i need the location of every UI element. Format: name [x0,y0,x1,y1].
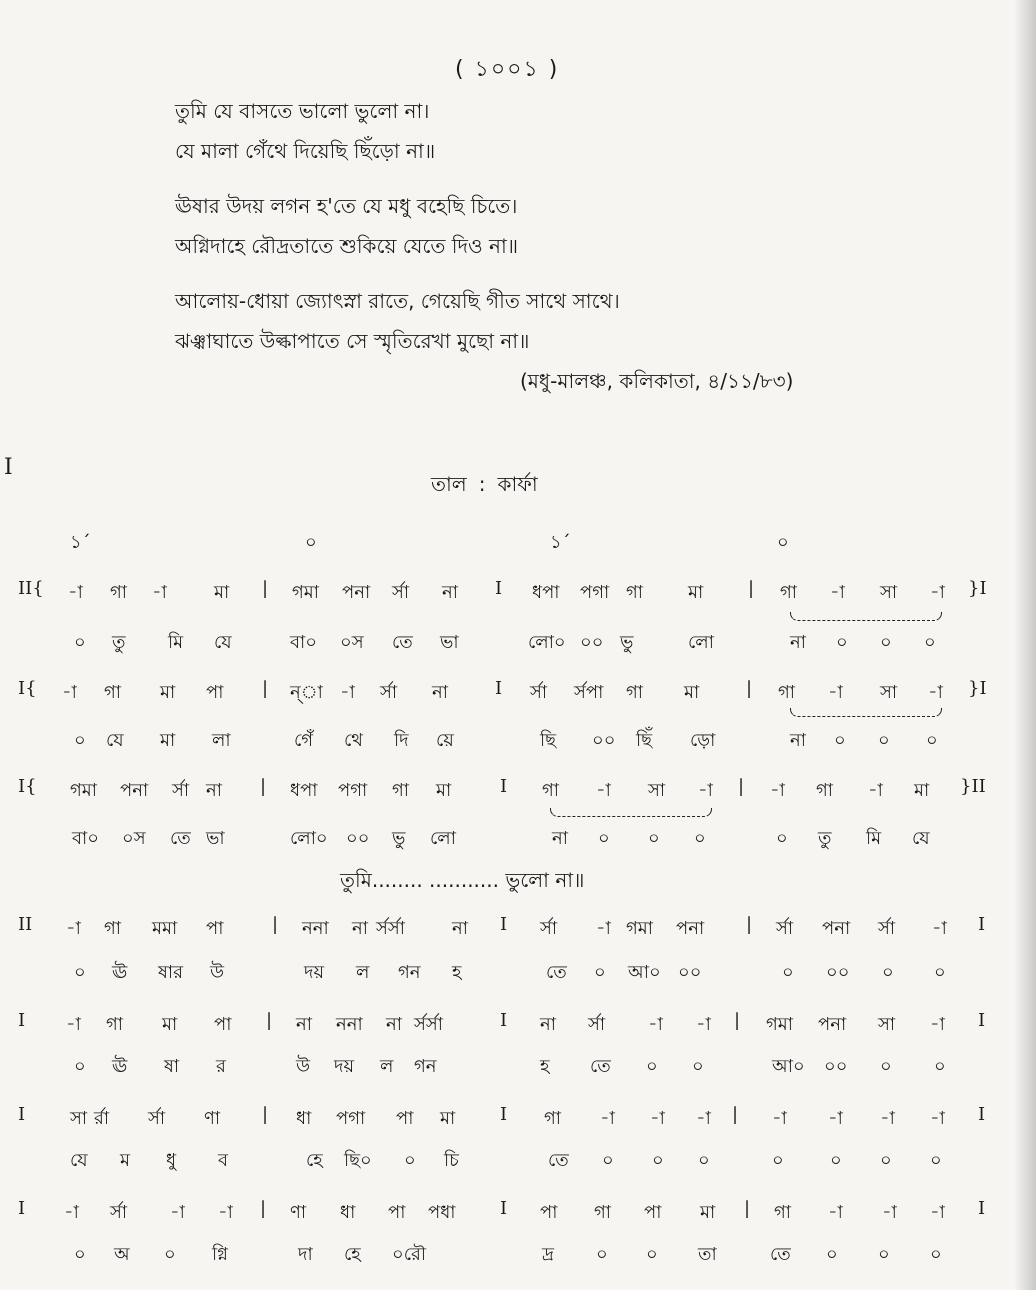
notation-cell: গেঁ [294,730,314,751]
notation-cell: আ০ [772,1056,805,1077]
notation-cell: ভু [620,632,634,653]
poem-line: যে মালা গেঁথে দিয়েছি ছিঁড়ো না॥ [175,139,436,163]
notation-cell: মা [440,1108,456,1129]
notation-cell: উ [210,962,225,983]
page-number: ( ১০০১ ) [455,57,560,82]
notation-cell: ০ [880,632,892,653]
notation-cell: ০ [880,1150,892,1171]
notation-cell: না [442,582,458,603]
notation-cell: ০ [834,730,846,751]
notation-cell: -া [218,1202,233,1223]
notation-cell: সা [70,1108,88,1129]
notation-cell: গা [110,582,128,603]
notation-cell: র্সা [380,682,398,703]
notation-cell: দয় [304,962,325,983]
notation-cell: তু [818,828,832,849]
notation-cell: মা [160,730,176,751]
notation-cell: না [352,918,368,939]
poem-line: ঝঞ্ঝাঘাতে উল্কাপাতে সে স্মৃতিরেখা মুছো না॥ [175,329,530,353]
notation-cell: ণা [204,1108,221,1129]
notation-cell: ০ [602,1150,614,1171]
notation-cell: র্সা [588,1014,606,1035]
notation-cell: -া [880,1108,895,1129]
beat-mark: ১´ [70,532,91,553]
bar-mark: I{ [18,776,37,797]
notation-cell: লো [430,828,456,849]
notation-cell: র্সা [530,682,548,703]
bar-mark: | [266,1010,273,1031]
notation-cell: ০০ [580,632,604,653]
notation-cell: তে [546,962,567,983]
notation-cell: ০ [598,828,610,849]
notation-cell: ষার [158,962,184,983]
notation-cell: -া [828,1202,843,1223]
notation-cell: -া [64,1202,79,1223]
poem-line: অগ্নিদাহে রৌদ্রতাতে শুকিয়ে যেতে দিও না॥ [175,234,519,258]
notation-cell: র্সা [776,918,794,939]
notation-cell: হ [452,962,462,983]
notation-cell: না [296,1014,312,1035]
notation-cell: মা [688,582,704,603]
bar-mark: II{ [18,578,44,599]
notation-cell: পা [388,1202,406,1223]
notation-cell: হ [540,1056,550,1077]
bar-mark: | [262,1104,269,1125]
taal-name: কার্ফা [497,472,538,496]
slur-mark [790,708,942,717]
notation-cell: ল [380,1056,394,1077]
notation-cell: -া [650,1108,665,1129]
notation-cell: -া [930,582,945,603]
notation-cell: দা [298,1244,313,1265]
notation-cell: মা [684,682,700,703]
notation-cell: গা [780,582,798,603]
notation-cell: মা [160,682,176,703]
bar-mark: | [746,914,753,935]
notation-cell: ০ [74,632,86,653]
notation-cell: ল [356,962,370,983]
bar-mark: I [978,1010,986,1031]
notation-cell: -া [770,780,785,801]
notation-cell: পধা [428,1202,456,1223]
notation-cell: সা [880,682,898,703]
bar-mark: }I [968,678,987,699]
notation-cell: য়ে [436,730,454,751]
notation-cell: না [386,1014,402,1035]
notation-cell: র্রা [94,1108,110,1129]
notation-cell: হে [306,1150,323,1171]
notation-cell: ০ [74,730,86,751]
notation-cell: পগা [338,780,368,801]
bar-mark: I [978,1104,986,1125]
bar-mark: I [18,1104,26,1125]
slur-mark [790,612,942,621]
notation-cell: -া [928,682,943,703]
notation-cell: র [216,1056,226,1077]
notation-cell: আ০ [628,962,661,983]
notation-cell: ০ [646,1056,658,1077]
notation-cell: ০ [74,1056,86,1077]
notation-cell: র্সা [392,582,410,603]
notation-cell: না [452,918,468,939]
notation-cell: র্সা [540,918,558,939]
bar-mark: I [500,776,508,797]
notation-cell: ০ [934,962,946,983]
notation-cell: মা [162,1014,178,1035]
bar-mark: }II [960,776,986,797]
notation-cell: মা [700,1202,716,1223]
bar-mark: I [500,1010,508,1031]
notation-cell: ০ [826,1244,838,1265]
notation-cell: না [552,828,568,849]
notation-cell: -া [828,1108,843,1129]
notation-cell: ০০ [592,730,616,751]
notation-cell: র্সপা [574,682,604,703]
bar-mark: | [260,1198,267,1219]
notation-cell: ব [218,1150,229,1171]
notation-cell: ০ [882,962,894,983]
notation-cell: ০ [596,1244,608,1265]
notation-cell: ০ [698,1150,710,1171]
notation-cell: র্সা [148,1108,166,1129]
notation-cell: গা [392,780,410,801]
bar-mark: I [500,1104,508,1125]
notation-cell: ০ [934,1056,946,1077]
notation-cell: না [206,780,222,801]
bar-mark: | [260,776,267,797]
notation-cell: গা [774,1202,792,1223]
notation-cell: তে [770,1244,791,1265]
notation-cell: ধা [296,1108,312,1129]
bar-mark: I [500,914,508,935]
notation-cell: ধু [166,1150,177,1171]
beat-mark: ০ [305,532,317,553]
beat-mark: ০ [777,532,789,553]
notation-cell: ০ [74,962,86,983]
notation-cell: -া [868,780,883,801]
notation-cell: -া [696,1014,711,1035]
notation-cell: ০ [776,828,788,849]
bar-mark: | [734,1010,741,1031]
taal-label: তাল [431,472,467,496]
notation-cell: মা [436,780,452,801]
notation-cell: র্সা [110,1202,128,1223]
notation-cell: উ [296,1056,311,1077]
notation-cell: ০ [924,632,936,653]
notation-cell: গা [594,1202,612,1223]
refrain-line: তুমি........ ........... ভুলো না॥ [340,868,585,892]
notation-cell: গা [816,780,834,801]
notation-cell: থে [344,730,363,751]
notation-cell: ধা [340,1202,356,1223]
notation-cell: সা [878,1014,896,1035]
bar-mark: I [978,914,986,935]
notation-cell: যে [912,828,930,849]
notation-cell: -া [828,682,843,703]
notation-cell: ভা [440,632,459,653]
notation-cell: গমা [70,780,98,801]
notation-cell: ০রৌ [392,1244,427,1265]
bar-mark: I [495,678,503,699]
notation-cell: ঊ [112,1056,128,1077]
notation-cell: ০ [652,1150,664,1171]
slur-mark [550,808,712,817]
notation-cell: গমা [292,582,320,603]
notation-cell: যে [70,1150,88,1171]
bar-mark: I [18,1010,26,1031]
notation-cell: -া [66,918,81,939]
notation-cell: ০০ [346,828,370,849]
notation-cell: গা [544,1108,562,1129]
bar-mark: I [978,1198,986,1219]
bar-mark: | [262,578,269,599]
notation-cell: সা [648,780,666,801]
notation-cell: পা [644,1202,662,1223]
notation-cell: ০ [648,828,660,849]
bar-mark: | [738,776,745,797]
notation-cell: ভা [206,828,225,849]
notation-cell: ধপা [290,780,318,801]
notation-cell: গা [626,682,644,703]
notation-cell: -া [66,1014,81,1035]
notation-cell: -া [930,1014,945,1035]
notation-cell: -া [696,1108,711,1129]
notation-cell: ০ [164,1244,176,1265]
notation-cell: না [790,632,806,653]
notation-cell: লো [688,632,714,653]
binding-shadow [1014,0,1036,1290]
notation-cell: গন [398,962,421,983]
notation-cell: তে [590,1056,611,1077]
bar-mark: I [495,578,503,599]
notation-cell: গা [106,1014,124,1035]
notation-cell: বা০ [290,632,317,653]
notation-cell: ন্া [290,682,323,703]
notation-cell: পা [206,918,224,939]
notation-cell: পা [214,1014,232,1035]
notation-cell: -া [152,582,167,603]
notation-cell: ০ [74,1244,86,1265]
notation-cell: ঊ [112,962,128,983]
notation-cell: লো০ [528,632,566,653]
notation-cell: -া [596,780,611,801]
notation-cell: ০ [404,1150,416,1171]
bar-mark: I [500,1198,508,1219]
notation-cell: ০০ [824,1056,848,1077]
notation-cell: পনা [120,780,149,801]
bar-mark: I [18,1198,26,1219]
notation-cell: -া [698,780,713,801]
notation-cell: মা [914,780,930,801]
notation-cell: ০ [878,730,890,751]
notation-cell: -া [68,582,83,603]
notation-cell: -া [340,682,355,703]
notation-cell: ম [120,1150,130,1171]
notation-cell: গমা [626,918,654,939]
notation-cell: -া [932,918,947,939]
bar-mark: | [272,914,279,935]
notation-cell: বা০ [72,828,99,849]
notation-cell: ০ [694,828,706,849]
composition-note: (মধু-মালঞ্চ, কলিকাতা, ৪/১১/৮৩) [520,369,794,393]
notation-cell: ০ [878,1244,890,1265]
notation-cell: ০ [646,1244,658,1265]
notation-cell: গা [542,780,560,801]
poem-line: তুমি যে বাসতে ভালো ভুলো না। [175,99,430,123]
notation-cell: গা [778,682,796,703]
notation-cell: -া [930,1108,945,1129]
notation-cell: তে [170,828,191,849]
notation-cell: ধপা [532,582,560,603]
notation-cell: ছিঁ [636,730,653,751]
bar-mark: I{ [18,678,37,699]
notation-cell: না [790,730,806,751]
notation-cell: পা [540,1202,558,1223]
notation-cell: -া [648,1014,663,1035]
notation-cell: লো০ [290,828,328,849]
bar-mark: | [746,678,753,699]
notation-cell: মি [866,828,882,849]
notation-cell: লা [212,730,231,751]
notation-cell: পা [206,682,224,703]
notation-cell: ০ [836,632,848,653]
notation-cell: না [540,1014,556,1035]
notation-cell: তে [548,1150,569,1171]
bar-mark: | [262,678,269,699]
notation-cell: ছি০ [344,1150,372,1171]
notation-cell: ০০ [678,962,702,983]
notation-cell: মা [214,582,230,603]
margin-mark: I [4,455,13,480]
bar-mark: | [748,578,755,599]
notation-cell: ০ [594,962,606,983]
notation-cell: তে [392,632,413,653]
bar-mark: | [732,1104,739,1125]
bar-mark: II [18,914,33,935]
beat-mark: ১´ [550,532,571,553]
bar-mark: | [744,1198,751,1219]
notation-cell: যে [214,632,232,653]
notation-cell: ০ [692,1056,704,1077]
notation-cell: ০স [340,632,364,653]
notation-cell: গন [414,1056,437,1077]
notation-cell: ০ [772,1150,784,1171]
bar-mark: }I [968,578,987,599]
notation-cell: হে [344,1244,361,1265]
notation-cell: পগা [580,582,610,603]
notation-cell: ড়ো [690,730,716,751]
notation-cell: পগা [336,1108,366,1129]
notation-cell: পা [396,1108,414,1129]
notation-cell: পনা [342,582,371,603]
notation-cell: ভু [392,828,406,849]
notation-cell: ষা [164,1056,180,1077]
poem-line: ঊষার উদয় লগন হ'তে যে মধু বহেছি চিতে। [175,194,518,218]
notation-cell: চি [444,1150,459,1171]
notation-cell: ০ [930,1244,942,1265]
notation-cell: যে [106,730,124,751]
notation-cell: র্সা [878,918,896,939]
notation-cell: ০০ [826,962,850,983]
notation-cell: গা [104,682,122,703]
notation-cell: তু [112,632,126,653]
notation-cell: পনা [676,918,705,939]
notation-cell: -া [772,1108,787,1129]
notation-cell: সা [880,582,898,603]
notation-cell: মমা [152,918,178,939]
taal-heading [425,470,544,503]
notation-cell: দ্র [542,1244,554,1265]
notation-cell: গা [104,918,122,939]
notation-cell: গা [626,582,644,603]
notation-cell: -া [596,918,611,939]
notation-cell: র্সর্সা [414,1014,444,1035]
notation-cell: গমা [766,1014,794,1035]
notation-cell: ০স [122,828,146,849]
notation-cell: ০ [930,1150,942,1171]
notation-cell: অ [114,1244,130,1265]
notation-cell: -া [882,1202,897,1223]
notation-cell: র্সা [172,780,190,801]
notation-cell: -া [830,582,845,603]
notation-cell: ০ [926,730,938,751]
notation-cell: ছি [540,730,557,751]
notation-cell: ননা [302,918,329,939]
notation-cell: তা [698,1244,717,1265]
notation-cell: ০ [830,1150,842,1171]
notation-cell: পনা [818,1014,847,1035]
notation-cell: মি [168,632,184,653]
notation-cell: দি [394,730,409,751]
notation-cell: দয় [334,1056,355,1077]
notation-cell: -া [930,1202,945,1223]
notation-cell: ০ [782,962,794,983]
notation-cell: -া [62,682,77,703]
notation-cell: গ্নি [212,1244,228,1265]
notation-cell: না [432,682,448,703]
notation-cell: পনা [822,918,851,939]
notation-cell: -া [170,1202,185,1223]
notation-cell: ণা [290,1202,307,1223]
notation-cell: ননা [336,1014,363,1035]
notation-cell: ০ [880,1056,892,1077]
notation-cell: র্সর্সা [376,918,406,939]
notation-cell: -া [600,1108,615,1129]
taal-separator: : [478,472,486,496]
poem-line: আলোয়-ধোয়া জ্যোৎস্না রাতে, গেয়েছি গীত সাথে সাথে। [175,289,620,313]
